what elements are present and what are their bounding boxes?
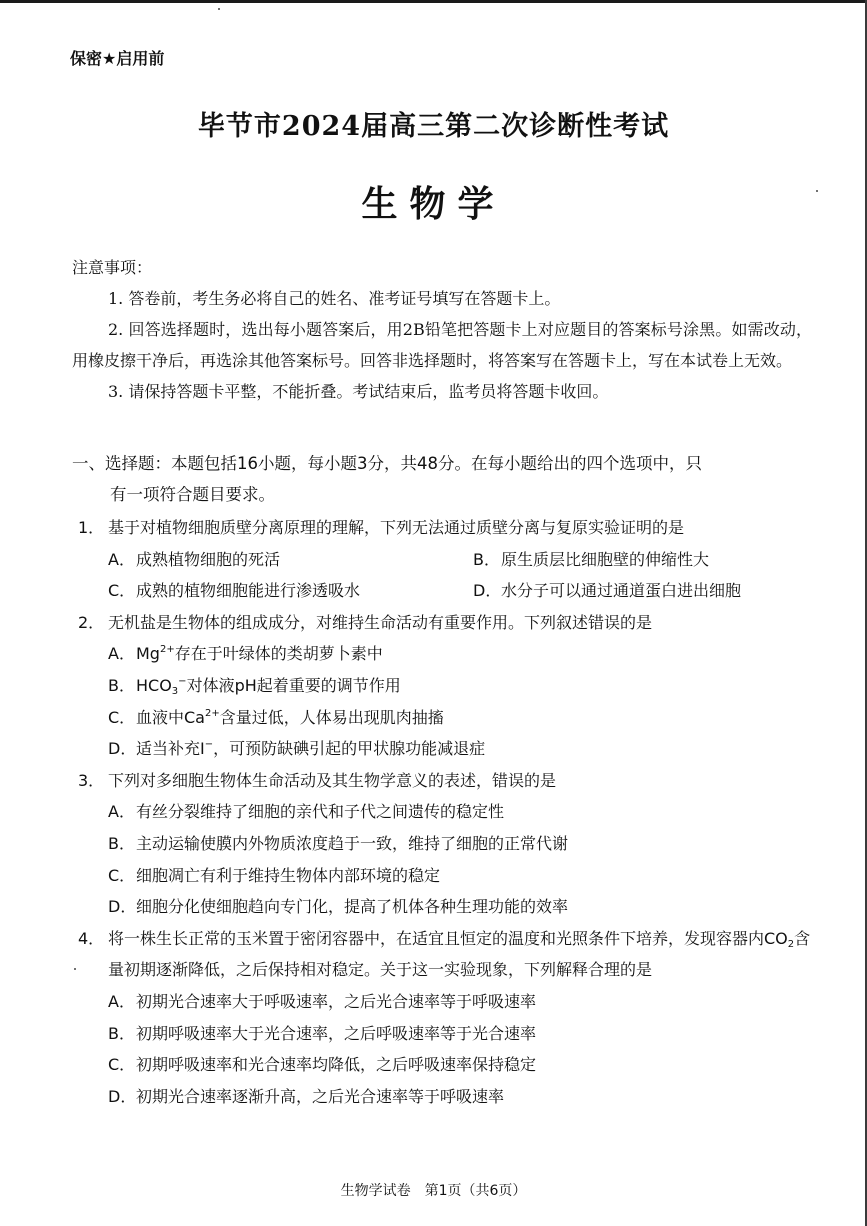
scan-border-top: [0, 0, 867, 3]
notes-section: [72, 252, 812, 407]
confidential-label: 保密★启用前: [70, 49, 165, 68]
note-item-3: 3. 请保持答题卡平整，不能折叠。考试结束后，监考员将答题卡收回。: [108, 382, 609, 401]
note-item-1: 1. 答卷前，考生务必将自己的姓名、准考证号填写在答题卡上。: [108, 289, 561, 308]
option-d: D．适当补充I−，可预防缺碘引起的甲状腺功能减退症: [108, 739, 486, 759]
question-stem: 将一株生长正常的玉米置于密闭容器中，在适宜且恒定的温度和光照条件下培养，发现容器内$CO_2$含量初期逐渐降低，之后保持相对稳定。关于这一实验现象，下列解释合理的是: [108, 928, 811, 980]
question-number: 3．: [78, 770, 105, 790]
question-number: 1．: [78, 518, 105, 537]
option-c: C．血液中$Ca^{2+}$含量过低，人体易出现肌肉抽搐: [108, 707, 444, 727]
option-b: B．初期呼吸速率大于光合速率，之后呼吸速率等于光合速率: [108, 1023, 537, 1043]
question-stem: 基于对植物细胞质壁分离原理的理解，下列无法通过质壁分离与复原实验证明的是: [108, 518, 685, 537]
section-heading-line2: 有一项符合题目要求。: [110, 485, 275, 504]
section-heading: [72, 448, 812, 510]
option-c: C．细胞凋亡有利于维持生物体内部环境的稳定: [108, 865, 441, 885]
option-a: A．有丝分裂维持了细胞的亲代和子代之间遗传的稳定性: [108, 802, 505, 822]
page-footer: 生物学试卷 第1页（共6页）: [340, 1183, 527, 1199]
option-a: A．初期光合速率大于呼吸速率，之后光合速率等于呼吸速率: [108, 991, 537, 1011]
option-a: A．$Mg^{2+}$存在于叶绿体的类胡萝卜素中: [108, 644, 383, 664]
option-c: C．成熟的植物细胞能进行渗透吸水: [108, 581, 361, 601]
question-4: [78, 923, 818, 1113]
option-d: D．水分子可以通过通道蛋白进出细胞: [473, 581, 742, 601]
option-b: B．主动运输使膜内外物质浓度趋于一致，维持了细胞的正常代谢: [108, 833, 569, 853]
scan-speck: [218, 8, 220, 10]
option-c: C．初期呼吸速率和光合速率均降低，之后呼吸速率保持稳定: [108, 1055, 537, 1075]
question-list: [78, 512, 818, 1112]
question-stem: 无机盐是生物体的组成成分，对维持生命活动有重要作用。下列叙述错误的是: [108, 612, 653, 632]
question-1: [78, 512, 818, 607]
option-b: B．原生质层比细胞壁的伸缩性大: [473, 549, 710, 569]
question-number: 4．: [78, 928, 105, 948]
option-d: D．初期光合速率逐渐升高，之后光合速率等于呼吸速率: [108, 1086, 505, 1106]
option-b: B．$HCO_3^-$对体液pH起着重要的调节作用: [108, 675, 401, 697]
option-d: D．细胞分化使细胞趋向专门化，提高了机体各种生理功能的效率: [108, 897, 569, 917]
question-number: 2．: [78, 612, 105, 632]
note-item-2: 2. 回答选择题时，选出每小题答案后，用2B铅笔把答题卡上对应题目的答案标号涂黑。如需改动，用橡皮擦干净后，再选涂其他答案标号。回答非选择题时，将答案写在答题卡上，写在本试卷上无效。: [72, 320, 812, 370]
scan-speck: [74, 968, 76, 970]
notes-heading: 注意事项：: [72, 258, 153, 277]
question-2: [78, 607, 818, 765]
exam-title: 毕节市2024届高三第二次诊断性考试: [197, 111, 670, 142]
subject-title: 生物学: [361, 183, 506, 225]
question-3: [78, 765, 818, 923]
section-heading-line1: 一、选择题：本题包括16小题，每小题3分，共48分。在每小题给出的四个选项中，只: [72, 454, 702, 473]
option-a: A．成熟植物细胞的死活: [108, 549, 281, 569]
question-stem: 下列对多细胞生物体生命活动及其生物学意义的表述，错误的是: [108, 770, 557, 790]
